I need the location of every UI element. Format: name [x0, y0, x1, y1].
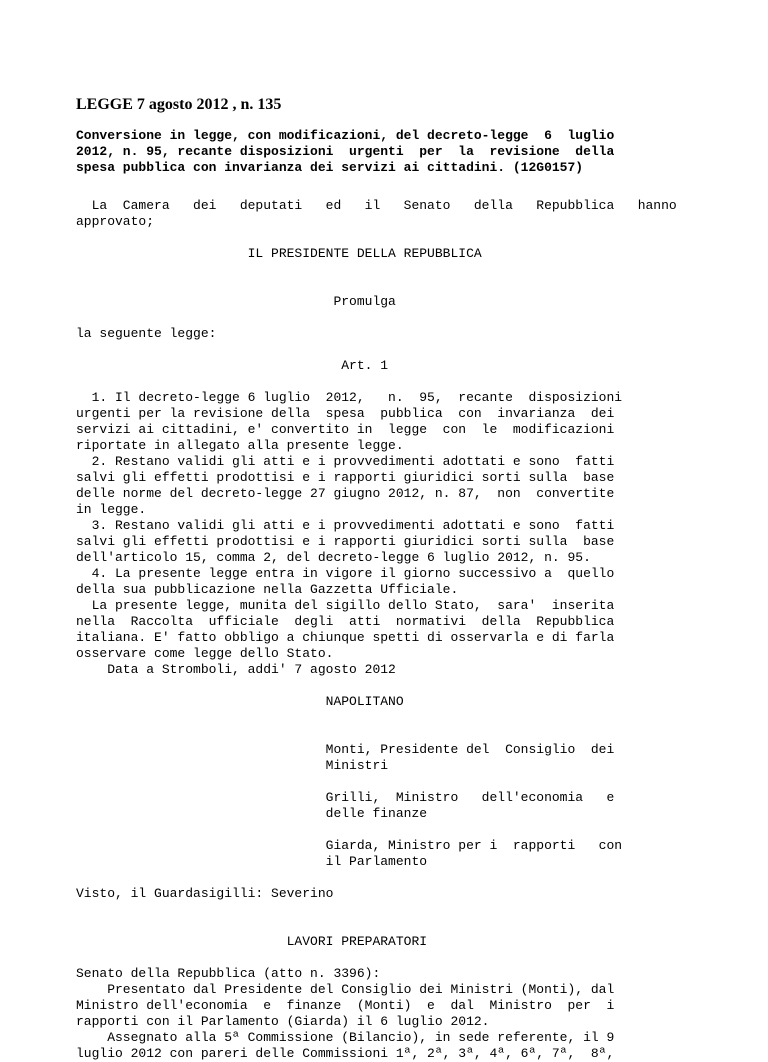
- law-body-text: La Camera dei deputati ed il Senato della Repubblica hanno approvato; IL PRESIDENTE DELLA REPUBBLICA Promulga la seguente legge: Art. 1 1. Il decreto-legge 6 luglio 2012, n. 95, recante disposizioni urgenti per la revisione della spesa pubblica con invarianza dei servizi ai cittadini, e' convertito in legge con le modificazioni riportate in allegato alla presente legge. 2. Restano validi gli atti e i provvedimenti adottati e sono fatti salvi gli effetti prodottisi e i rapporti giuridici sorti sulla base delle norme del decreto-legge 27 giugno 2012, n. 87, non convertite in legge. 3. Restano validi gli atti e i provvedimenti adottati e sono fatti salvi gli effetti prodottisi e i rapporti giuridici sorti sulla base dell'articolo 15, comma 2, del decreto-legge 6 luglio 2012, n. 95. 4. La presente legge entra in vigore il giorno successivo a quello della sua pubblicazione nella Gazzetta Ufficiale. La presente legge, munita del sigillo dello Stato, sara' inserita nella Raccolta ufficiale degli atti normativi della Repubblica italiana. E' fatto obbligo a chiunque spetti di osservarla e di farla osservare come legge dello Stato. Data a Stromboli, addi' 7 agosto 2012 NAPOLITANO Monti, Presidente del Consiglio dei Ministri Grilli, Ministro dell'economia e delle finanze Giarda, Ministro per i rapporti con il Parlamento Visto, il Guardasigilli: Severino LAVORI PREPARATORI Senato della Repubblica (atto n. 3396): Presentato dal Presidente del Consiglio dei Ministri (Monti), dal Ministro dell'economia e finanze (Monti) e dal Ministro per i rapporti con il Parlamento (Giarda) il 6 luglio 2012. Assegnato alla 5ª Commissione (Bilancio), in sede referente, il 9 luglio 2012 con pareri delle Commissioni 1ª, 2ª, 3ª, 4ª, 6ª, 7ª, 8ª,: [76, 198, 677, 1061]
- law-subtitle: Conversione in legge, con modificazioni, del decreto-legge 6 luglio 2012, n. 95, recante disposizioni urgenti per la revisione della spesa pubblica con invarianza dei servizi ai cittadini. (12G0157): [76, 128, 615, 175]
- law-title: LEGGE 7 agosto 2012 , n. 135: [76, 96, 282, 113]
